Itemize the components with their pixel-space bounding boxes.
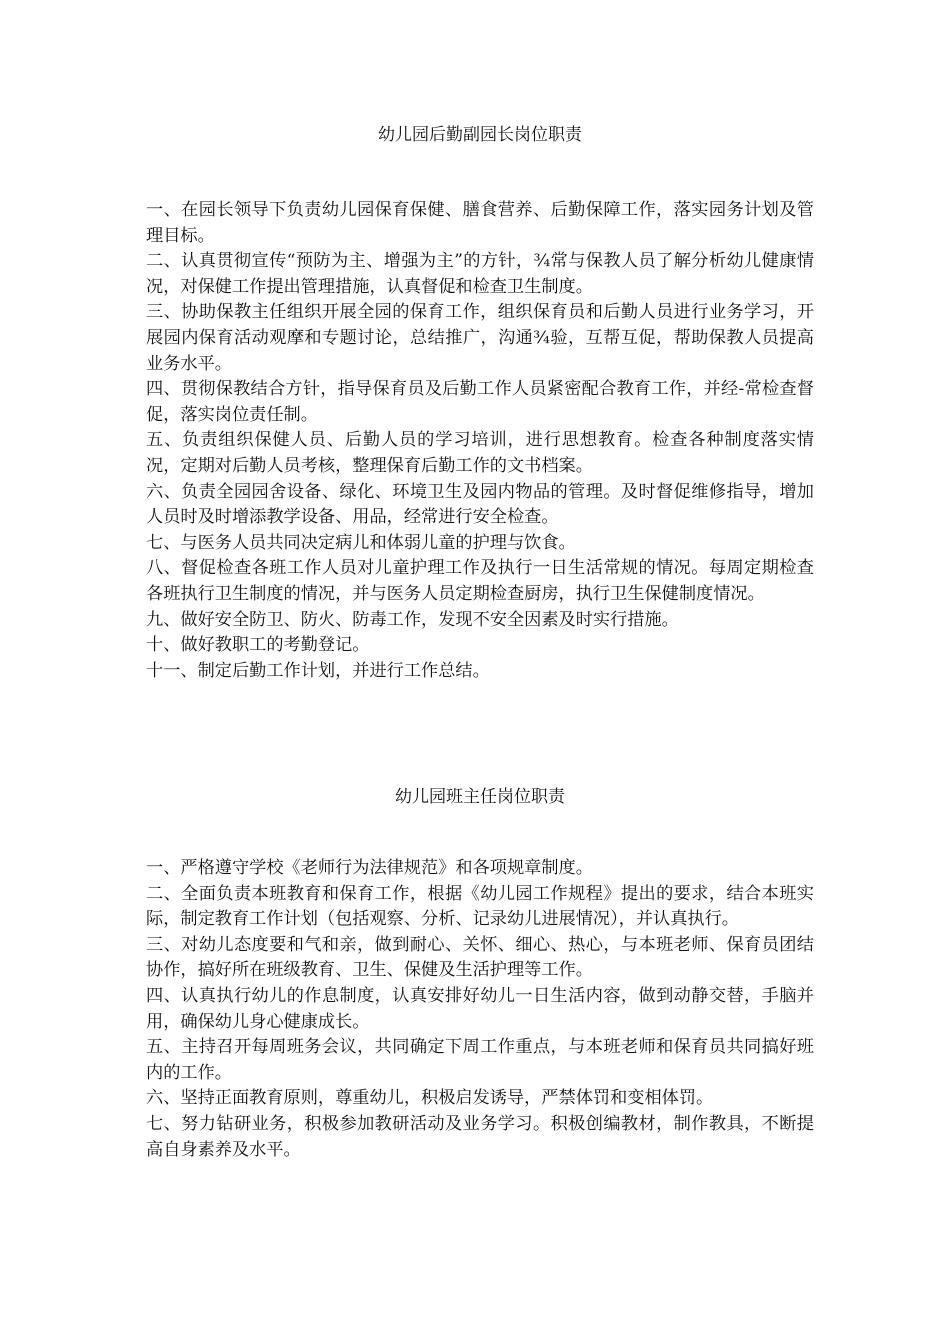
duty-list (146, 856, 814, 1163)
duty-item: 四、认真执行幼儿的作息制度，认真安排好幼儿一日生活内容，做到动静交替，手脑并用，确保幼儿身心健康成长。 (146, 985, 814, 1032)
duty-item: 六、坚持正面教育原则，尊重幼儿，积极启发诱导，严禁体罚和变相体罚。 (146, 1088, 714, 1109)
duty-item: 三、协助保教主任组织开展全园的保育工作，组织保育员和后勤人员进行业务学习，开展园内保育活动观摩和专题讨论，总结推广，沟通¾验，互帮互促，帮助保教人员提高业务水平。 (146, 302, 814, 374)
duty-item: 十一、制定后勤工作计划，并进行工作总结。 (146, 660, 490, 681)
section-head-teacher-duties (146, 784, 814, 1163)
duty-item: 一、严格遵守学校《老师行为法律规范》和各项规章制度。 (146, 858, 593, 878)
duty-item: 九、做好安全防卫、防火、防毒工作，发现不安全因素及时实行措施。 (146, 609, 679, 630)
duty-item: 六、负责全园园舍设备、绿化、环境卫生及园内物品的管理。及时督促维修指导，增加人员时及时增添教学设备、用品，经常进行安全检查。 (146, 481, 814, 528)
section-deputy-director-duties (146, 122, 814, 684)
duty-item: 七、与医务人员共同决定病儿和体弱儿童的护理与饮食。 (146, 532, 576, 553)
duty-item: 七、努力钻研业务，积极参加教研活动及业务学习。积极创编教材，制作教具，不断提高自身素养及水平。 (146, 1113, 814, 1160)
duty-item: 三、对幼儿态度要和气和亲，做到耐心、关怀、细心、热心，与本班老师、保育员团结协作，搞好所在班级教育、卫生、保健及生活护理等工作。 (146, 934, 814, 981)
duty-item: 一、在园长领导下负责幼儿园保育保健、膳食营养、后勤保障工作，落实园务计划及管理目标。 (146, 200, 814, 246)
duty-item: 五、负责组织保健人员、后勤人员的学习培训，进行思想教育。检查各种制度落实情况，定期对后勤人员考核，整理保育后勤工作的文书档案。 (146, 430, 814, 476)
duty-item: 二、认真贯彻宣传“预防为主、增强为主”的方针，¾常与保教人员了解分析幼儿健康情况，对保健工作提出管理措施，认真督促和检查卫生制度。 (146, 251, 814, 297)
duty-item: 八、督促检查各班工作人员对儿童护理工作及执行一日生活常规的情况。每周定期检查各班执行卫生制度的情况，并与医务人员定期检查厨房，执行卫生保健制度情况。 (146, 558, 814, 604)
duty-item: 二、全面负责本班教育和保育工作，根据《幼儿园工作规程》提出的要求，结合本班实际，制定教育工作计划（包括观察、分析、记录幼儿进展情况），并认真执行。 (146, 883, 814, 930)
duty-item: 四、贯彻保教结合方针，指导保育员及后勤工作人员紧密配合教育工作，并经-常检查督促，落实岗位责任制。 (146, 379, 814, 425)
section-title: 幼儿园后勤副园长岗位职责 (378, 125, 582, 145)
duty-item: 五、主持召开每周班务会议，共同确定下周工作重点，与本班老师和保育员共同搞好班内的工作。 (146, 1037, 814, 1083)
duty-list (146, 198, 814, 684)
duty-item: 十、做好教职工的考勤登记。 (146, 635, 370, 656)
section-title: 幼儿园班主任岗位职责 (395, 787, 565, 807)
